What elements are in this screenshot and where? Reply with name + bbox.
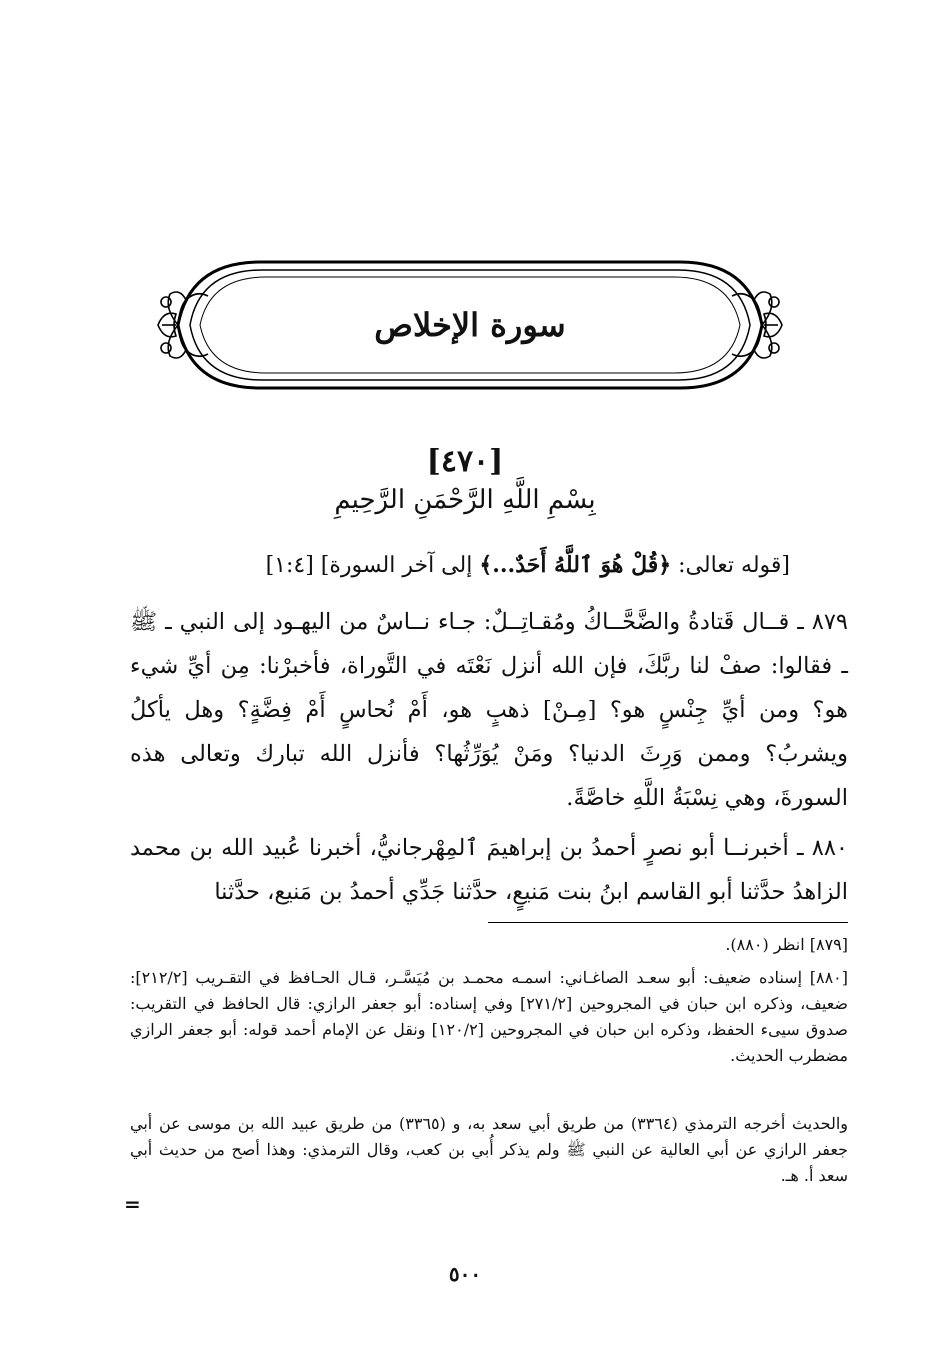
- hadith-number: [٤٧٠]: [426, 444, 504, 479]
- basmala: بِسْمِ اللَّهِ الرَّحْمَنِ الرَّحِيمِ: [334, 485, 596, 515]
- paragraph-880: ٨٨٠ ـ أخبرنــا أبو نصرٍ أحمدُ بن إبراهيمَ ٱلمِهْرجانيُّ، أخبرنا عُبيد الله بن محمد الزاهدُ حدَّثنا أبو القاسم ابنُ بنت مَنيعٍ، حدَّثنا جَدِّي أحمدُ بن مَنيع، حدَّثنا: [130, 835, 848, 905]
- quran-verse-quote: ﴿قُلْ هُوَ ٱللَّهُ أَحَدٌ...﴾: [479, 552, 672, 578]
- paragraph-879: ٨٧٩ ـ قــال قَتادةُ والضَّحَّــاكُ ومُقـاتِــلٌ: جـاء نــاسٌ من اليهـود إلى النبي ـ ﷺ ـ فقالوا: صفْ لنا ربَّكَ، فإن الله أنزل نَعْتَه في التَّوراة، فأخبرْنا: مِن أيِّ شيء هو؟ ومن أيِّ جِنْسٍ هو؟ [مِـنْ] ذهبٍ هو، أَمْ نُحاسٍ أَمْ فِضَّةٍ؟ وهل يأكلُ ويشربُ؟ وممن وَرِثَ الدنيا؟ ومَنْ يُوَرِّثُها؟ فأنزل الله تبارك وتعالى هذه السورةَ، وهي نِسْبَةُ اللَّهِ خاصَّةً.: [130, 609, 848, 811]
- footnote-880: [٨٨٠] إسناده ضعيف: أبو سعـد الصاغـاني: اسمـه محمـد بن مُيَسَّـر، قـال الحـافظ في التقـريب [٢١٢/٢]: ضعيف، وذكره ابن حبان في المجروحين [٢٧١/٢] وفي إسناده: أبو جعفر الرازي: قال الحافظ في التقريب: صدوق سيىء الحفظ، وذكره ابن حبان في المجروحين [١٢٠/٢] ونقل عن الإمام أحمد قوله: أبو جعفر الرازي مضطرب الحديث.: [130, 968, 849, 1065]
- verse-intro-prefix: [قوله تعالى:: [678, 553, 790, 578]
- verse-intro: [130, 545, 790, 586]
- footnote-879: [٨٧٩] انظر (٨٨٠).: [725, 935, 848, 954]
- continuation-mark: =: [124, 1192, 141, 1216]
- page-number: ٥٠٠: [448, 1262, 482, 1286]
- footnote-divider: [488, 922, 848, 923]
- surah-title: سورة الإخلاص: [374, 306, 566, 344]
- footnote-hadith-sources: والحديث أخرجه الترمذي (٣٣٦٤) من طريق أبي سعد به، و (٣٣٦٥) من طريق عبيد الله بن موسى عن أبي جعفر الرازي عن أبي العالية عن النبي ﷺ ولم يذكر أُبي بن كعب، وقال الترمذي: وهذا أصح من حديث أبي سعد أ. هـ.: [130, 1114, 848, 1185]
- verse-intro-suffix: إلى آخر السورة] [١:٤]: [265, 553, 473, 578]
